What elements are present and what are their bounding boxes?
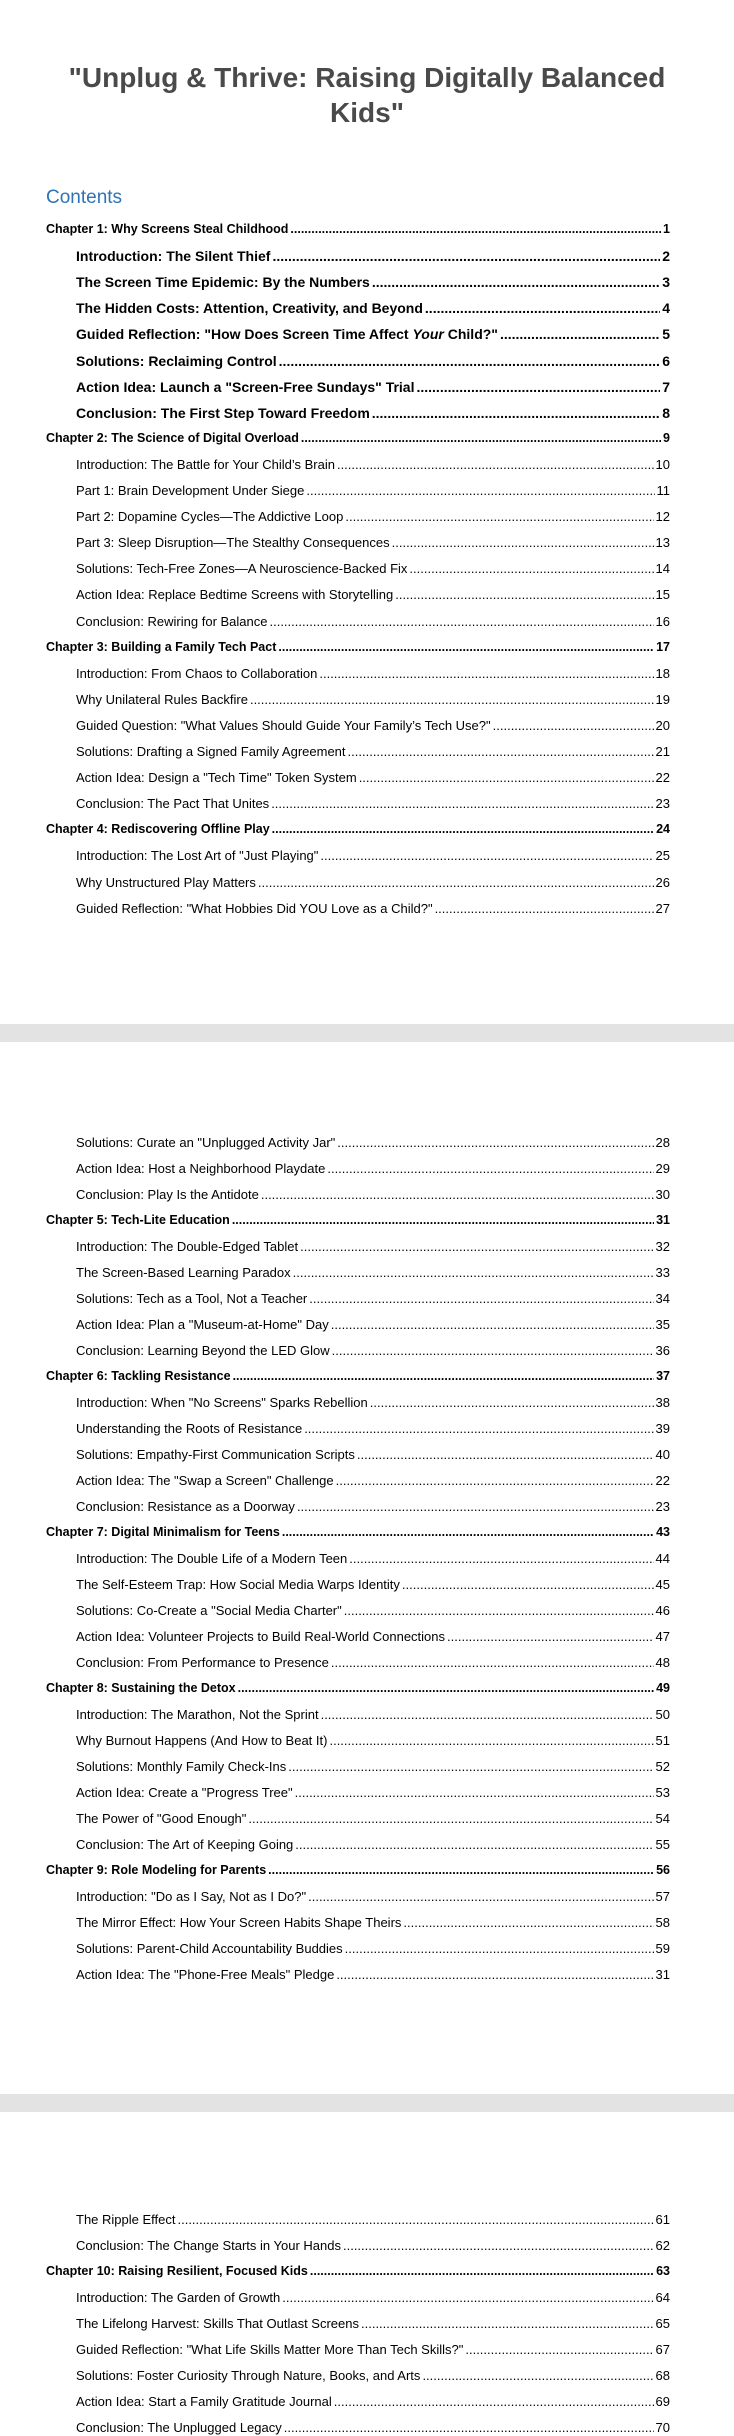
toc-dot-leader (349, 1551, 653, 1566)
toc-section-entry[interactable] (76, 614, 670, 629)
toc-entry-title: Solutions: Co-Create a "Social Media Charter" (76, 1603, 342, 1618)
toc-section-entry[interactable] (76, 744, 670, 759)
toc-entry-title: Why Burnout Happens (And How to Beat It) (76, 1733, 328, 1748)
toc-dot-leader (297, 1499, 654, 1514)
toc-page-number: 58 (655, 1915, 670, 1930)
toc-section-entry[interactable] (76, 848, 670, 863)
toc-dot-leader (278, 640, 654, 654)
toc-page-number: 28 (655, 1135, 670, 1150)
toc-page-number: 63 (656, 2264, 670, 2278)
toc-entry-title: Chapter 4: Rediscovering Offline Play (46, 822, 270, 837)
toc-page-number: 18 (655, 665, 670, 681)
toc-entry-title: Solutions: Drafting a Signed Family Agreement (76, 744, 346, 759)
toc-dot-leader (344, 1603, 654, 1618)
toc-dot-leader (290, 222, 661, 236)
toc-page-number: 22 (655, 770, 670, 786)
toc-page-number: 22 (655, 1473, 670, 1488)
toc-page-number: 5 (662, 326, 670, 343)
toc-dot-leader (271, 796, 653, 811)
toc-entry-title: Solutions: Parent-Child Accountability Buddies (76, 1941, 343, 1956)
toc-entry-title: Guided Question: "What Values Should Guide Your Family’s Tech Use?" (76, 717, 491, 733)
toc-dot-leader (327, 1161, 653, 1176)
toc-section-entry[interactable] (76, 2316, 670, 2331)
contents-heading: Contents (46, 187, 123, 208)
toc-page-number: 69 (655, 2394, 670, 2409)
toc-dot-leader (319, 666, 653, 681)
toc-entry-title: Action Idea: Volunteer Projects to Build Real-World Connections (76, 1629, 446, 1644)
toc-entry-title: Chapter 7: Digital Minimalism for Teens (46, 1525, 280, 1539)
toc-entry-title: The Self-Esteem Trap: How Social Media Warps Identity (76, 1577, 400, 1592)
toc-entry-title: Chapter 10: Raising Resilient, Focused Kids (46, 2264, 308, 2278)
toc-entry-title: Solutions: Tech as a Tool, Not a Teacher (76, 1291, 308, 1306)
toc-section-entry[interactable] (76, 2290, 670, 2305)
toc-page-number: 43 (656, 1525, 670, 1539)
toc-dot-leader (465, 2342, 653, 2357)
toc-dot-leader (232, 1213, 654, 1227)
toc-dot-leader (409, 561, 653, 576)
toc-section-entry[interactable] (76, 1811, 670, 1826)
toc-section-entry[interactable] (76, 1733, 670, 1748)
toc-dot-leader (402, 1577, 654, 1592)
toc-entry-title: The Screen-Based Learning Paradox (76, 1265, 291, 1280)
toc-entry-title: Introduction: The Garden of Growth (76, 2290, 281, 2305)
toc-entry-title: Action Idea: Design a "Tech Time" Token System (76, 770, 357, 786)
toc-page-number: 6 (662, 352, 670, 369)
toc-entry-title: Chapter 6: Tackling Resistance (46, 1369, 231, 1383)
toc-dot-leader (308, 1889, 653, 1904)
toc-page-number: 68 (655, 2368, 670, 2383)
toc-page-number: 2 (662, 248, 670, 265)
toc-entry-title: Chapter 2: The Science of Digital Overload (46, 430, 299, 445)
toc-entry-title: Conclusion: Resistance as a Doorway (76, 1499, 295, 1514)
toc-page-number: 3 (662, 274, 670, 291)
toc-dot-leader (332, 1343, 654, 1358)
toc-section-entry[interactable] (76, 1499, 670, 1514)
toc-section-entry[interactable] (76, 1603, 670, 1618)
toc-page-number: 70 (655, 2420, 670, 2435)
toc-dot-leader (493, 718, 654, 733)
toc-entry-title: Conclusion: The Change Starts in Your Hands (76, 2238, 341, 2253)
toc-dot-leader (416, 379, 660, 395)
toc-dot-leader (321, 1707, 654, 1722)
toc-dot-leader (331, 1655, 654, 1670)
toc-entry-title: Chapter 9: Role Modeling for Parents (46, 1863, 267, 1877)
toc-page-number: 24 (656, 822, 670, 837)
toc-page-number: 33 (655, 1265, 670, 1280)
toc-dot-leader (295, 1785, 654, 1800)
toc-dot-leader (370, 1395, 654, 1410)
toc-entry-title: Solutions: Tech-Free Zones—A Neuroscience-Backed Fix (76, 561, 408, 577)
toc-section-entry[interactable] (76, 692, 670, 707)
toc-dot-leader (250, 692, 654, 707)
toc-dot-leader (361, 2316, 654, 2331)
toc-entry-title: Introduction: From Chaos to Collaboration (76, 665, 318, 681)
toc-entry-title: Part 1: Brain Development Under Siege (76, 483, 305, 498)
toc-dot-leader (306, 483, 654, 498)
toc-section-entry[interactable] (76, 901, 670, 916)
toc-chapter-entry[interactable] (46, 1525, 670, 1539)
toc-entry-title: Solutions: Empathy-First Communication Scripts (76, 1447, 355, 1462)
toc-section-entry[interactable] (76, 1239, 670, 1254)
toc-entry-title: Guided Reflection: "What Hobbies Did YOU Love as a Child?" (76, 900, 433, 916)
toc-page-number: 4 (662, 300, 670, 317)
toc-dot-leader (279, 353, 661, 369)
toc-page-number: 12 (655, 509, 670, 525)
toc-page-number: 31 (656, 1213, 670, 1227)
toc-entry-title: The Power of "Good Enough" (76, 1811, 247, 1826)
toc-page-number: 46 (655, 1603, 670, 1618)
toc-section-entry[interactable] (76, 483, 670, 498)
toc-entry-title: The Hidden Costs: Attention, Creativity, and Beyond (76, 300, 423, 317)
toc-entry-title: The Ripple Effect (76, 2212, 176, 2227)
toc-page-number: 27 (655, 900, 670, 916)
toc-entry-title: Guided Reflection: "How Does Screen Time Affect Your Child?" (76, 326, 498, 343)
toc-dot-leader (372, 274, 660, 290)
toc-entry-title: Action Idea: Create a "Progress Tree" (76, 1785, 293, 1800)
toc-entry-title: The Lifelong Harvest: Skills That Outlast Screens (76, 2316, 359, 2331)
toc-page-number: 11 (656, 483, 670, 498)
toc-dot-leader (258, 875, 654, 890)
toc-dot-leader (329, 1733, 653, 1748)
toc-dot-leader (435, 901, 654, 916)
toc-dot-leader (500, 326, 660, 342)
toc-section-entry[interactable] (76, 1187, 670, 1202)
toc-entry-title: Action Idea: The "Swap a Screen" Challenge (76, 1473, 334, 1488)
toc-entry-title: Conclusion: The Art of Keeping Going (76, 1837, 294, 1852)
toc-dot-leader (331, 1317, 654, 1332)
toc-dot-leader (345, 509, 653, 524)
toc-page-number: 65 (655, 2316, 670, 2331)
toc-dot-leader (403, 1915, 653, 1930)
toc-section-entry[interactable] (76, 274, 670, 290)
toc-dot-leader (372, 405, 660, 421)
toc-entry-title: Introduction: The Battle for Your Child’s Brain (76, 456, 335, 472)
toc-section-entry[interactable] (76, 1655, 670, 1670)
toc-section-entry[interactable] (76, 770, 670, 785)
toc-page-number: 48 (655, 1655, 670, 1670)
toc-dot-leader (345, 1941, 654, 1956)
toc-page-number: 64 (655, 2290, 670, 2305)
toc-page-number: 35 (655, 1317, 670, 1332)
toc-chapter-entry[interactable] (46, 822, 670, 836)
toc-dot-leader (177, 2212, 653, 2227)
toc-entry-title: Conclusion: The Unplugged Legacy (76, 2420, 282, 2435)
toc-section-entry[interactable] (76, 1707, 670, 1722)
toc-section-entry[interactable] (76, 535, 670, 550)
toc-dot-leader (238, 1681, 654, 1695)
toc-entry-title: Introduction: The Marathon, Not the Sprint (76, 1707, 319, 1722)
toc-dot-leader (337, 1135, 653, 1150)
toc-chapter-entry[interactable] (46, 431, 670, 445)
toc-page-number: 16 (655, 613, 670, 629)
toc-section-entry[interactable] (76, 587, 670, 602)
toc-entry-title: Chapter 8: Sustaining the Detox (46, 1681, 236, 1695)
toc-entry-title: Why Unilateral Rules Backfire (76, 691, 248, 707)
toc-entry-title: Solutions: Foster Curiosity Through Nature, Books, and Arts (76, 2368, 421, 2383)
document-page-2 (0, 1042, 734, 2094)
toc-dot-leader (309, 1291, 653, 1306)
toc-section-entry[interactable] (76, 1265, 670, 1280)
toc-entry-title: Solutions: Reclaiming Control (76, 352, 277, 369)
toc-entry-title: Chapter 5: Tech-Lite Education (46, 1213, 230, 1227)
toc-section-entry[interactable] (76, 2238, 670, 2253)
toc-chapter-entry[interactable] (46, 1863, 670, 1877)
toc-dot-leader (233, 1369, 655, 1383)
toc-section-entry[interactable] (76, 718, 670, 733)
toc-entry-title: Conclusion: Rewiring for Balance (76, 613, 268, 629)
toc-page-number: 45 (655, 1577, 670, 1592)
toc-page-number: 29 (655, 1161, 670, 1176)
toc-entry-title: The Mirror Effect: How Your Screen Habits Shape Theirs (76, 1915, 402, 1930)
toc-page-number: 10 (655, 456, 670, 472)
toc-entry-title: The Screen Time Epidemic: By the Numbers (76, 274, 370, 291)
toc-page-number: 34 (655, 1291, 670, 1306)
toc-page-number: 26 (655, 874, 670, 890)
toc-page-number: 55 (655, 1837, 670, 1852)
toc-dot-leader (284, 2420, 654, 2435)
toc-chapter-entry[interactable] (46, 222, 670, 236)
toc-entry-title: Guided Reflection: "What Life Skills Matter More Than Tech Skills?" (76, 2342, 464, 2357)
toc-section-entry[interactable] (76, 300, 670, 316)
toc-dot-leader (272, 822, 654, 836)
toc-page-number: 21 (655, 744, 670, 759)
toc-section-entry[interactable] (76, 2368, 670, 2383)
toc-page-number: 13 (655, 535, 670, 551)
toc-dot-leader (272, 248, 660, 264)
toc-page-number: 67 (655, 2342, 670, 2357)
toc-section-entry[interactable] (76, 1759, 670, 1774)
toc-section-entry[interactable] (76, 1941, 670, 1956)
toc-section-entry[interactable] (76, 353, 670, 369)
toc-dot-leader (336, 1473, 654, 1488)
toc-section-entry[interactable] (76, 2342, 670, 2357)
toc-section-entry[interactable] (76, 326, 670, 342)
document-title: "Unplug & Thrive: Raising Digitally Balanced Kids" (68, 62, 666, 128)
toc-section-entry[interactable] (76, 1343, 670, 1358)
toc-page-number: 25 (655, 848, 670, 864)
toc-entry-title: Action Idea: Plan a "Museum-at-Home" Day (76, 1317, 329, 1332)
toc-section-entry[interactable] (76, 1967, 670, 1982)
toc-page-number: 44 (655, 1551, 670, 1566)
toc-page-number: 23 (655, 1499, 670, 1514)
toc-page-number: 51 (655, 1733, 670, 1748)
toc-page-number: 36 (655, 1343, 670, 1358)
toc-page-number: 40 (655, 1447, 670, 1462)
toc-entry-title: Conclusion: Learning Beyond the LED Glow (76, 1343, 330, 1358)
toc-section-entry[interactable] (76, 561, 670, 576)
toc-entry-title: Introduction: When "No Screens" Sparks Rebellion (76, 1395, 368, 1410)
toc-entry-title: Conclusion: The First Step Toward Freedom (76, 404, 370, 421)
toc-section-entry[interactable] (76, 1785, 670, 1800)
toc-entry-title: Action Idea: Host a Neighborhood Playdate (76, 1161, 326, 1176)
toc-page-number: 59 (655, 1941, 670, 1956)
toc-entry-title: Conclusion: From Performance to Presence (76, 1655, 329, 1670)
toc-dot-leader (392, 535, 654, 550)
toc-dot-leader (422, 2368, 653, 2383)
toc-dot-leader (282, 2290, 653, 2305)
toc-dot-leader (268, 1863, 654, 1877)
toc-section-entry[interactable] (76, 509, 670, 524)
toc-dot-leader (447, 1629, 654, 1644)
toc-page-number: 38 (655, 1395, 670, 1410)
toc-section-entry[interactable] (76, 1447, 670, 1462)
toc-page-number: 30 (655, 1187, 670, 1202)
page-gap (0, 2094, 734, 2112)
toc-entry-title: Why Unstructured Play Matters (76, 874, 256, 890)
toc-section-entry[interactable] (76, 1473, 670, 1488)
toc-page-number: 1 (663, 222, 670, 236)
toc-page-number: 9 (663, 430, 670, 445)
toc-section-entry[interactable] (76, 1551, 670, 1566)
toc-section-entry[interactable] (76, 1629, 670, 1644)
toc-entry-title: Introduction: The Lost Art of "Just Playing" (76, 848, 319, 864)
toc-page-number: 8 (662, 404, 670, 421)
toc-dot-leader (295, 1837, 653, 1852)
toc-dot-leader (288, 1759, 653, 1774)
toc-dot-leader (282, 1525, 654, 1539)
toc-page-number: 19 (655, 691, 670, 707)
document-page-1 (0, 0, 734, 1024)
page-gap (0, 1024, 734, 1042)
toc-dot-leader (359, 770, 654, 785)
toc-page-number: 37 (656, 1369, 670, 1383)
toc-section-entry[interactable] (76, 379, 670, 395)
toc-page-number: 53 (655, 1785, 670, 1800)
toc-chapter-entry[interactable] (46, 2264, 670, 2278)
toc-entry-title: Understanding the Roots of Resistance (76, 1421, 303, 1436)
toc-entry-title: Solutions: Curate an "Unplugged Activity Jar" (76, 1135, 336, 1150)
toc-chapter-entry[interactable] (46, 1213, 670, 1227)
toc-page-number: 54 (655, 1811, 670, 1826)
toc-page-number: 49 (656, 1681, 670, 1695)
toc-entry-title: Part 2: Dopamine Cycles—The Addictive Loop (76, 509, 344, 525)
toc-dot-leader (343, 2238, 654, 2253)
toc-section-entry[interactable] (76, 1915, 670, 1930)
toc-chapter-entry[interactable] (46, 640, 670, 654)
toc-entry-title: Solutions: Monthly Family Check-Ins (76, 1759, 287, 1774)
toc-entry-title: Introduction: The Double Life of a Modern Teen (76, 1551, 348, 1566)
toc-section-entry[interactable] (76, 1291, 670, 1306)
toc-page-number: 14 (655, 561, 670, 577)
toc-entry-title: Action Idea: The "Phone-Free Meals" Pledge (76, 1967, 335, 1982)
toc-dot-leader (348, 744, 654, 759)
toc-page-number: 15 (655, 587, 670, 603)
toc-section-entry[interactable] (76, 1889, 670, 1904)
toc-page-number: 20 (655, 717, 670, 733)
toc-section-entry[interactable] (76, 875, 670, 890)
toc-entry-title: Chapter 3: Building a Family Tech Pact (46, 639, 277, 654)
toc-page-number: 56 (656, 1863, 670, 1877)
toc-dot-leader (334, 2394, 654, 2409)
toc-page-number: 17 (656, 639, 670, 654)
toc-dot-leader (395, 587, 653, 602)
toc-section-entry[interactable] (76, 1317, 670, 1332)
toc-entry-title: Introduction: The Silent Thief (76, 248, 271, 265)
toc-page-number: 32 (655, 1239, 670, 1254)
toc-entry-title: Part 3: Sleep Disruption—The Stealthy Consequences (76, 535, 390, 551)
toc-entry-title: Action Idea: Launch a "Screen-Free Sundays" Trial (76, 378, 415, 395)
toc-dot-leader (301, 431, 661, 445)
toc-entry-title: Introduction: The Double-Edged Tablet (76, 1239, 299, 1254)
toc-dot-leader (336, 1967, 653, 1982)
toc-section-entry[interactable] (76, 1577, 670, 1592)
toc-dot-leader (357, 1447, 654, 1462)
toc-page-number: 50 (655, 1707, 670, 1722)
toc-page-number: 7 (662, 378, 670, 395)
toc-dot-leader (248, 1811, 653, 1826)
toc-page-number: 61 (655, 2212, 670, 2227)
toc-section-entry[interactable] (76, 457, 670, 472)
toc-page-number: 57 (655, 1889, 670, 1904)
toc-section-entry[interactable] (76, 1837, 670, 1852)
toc-entry-title: Introduction: "Do as I Say, Not as I Do?" (76, 1889, 307, 1904)
toc-chapter-entry[interactable] (46, 1681, 670, 1695)
toc-dot-leader (261, 1187, 654, 1202)
toc-section-entry[interactable] (76, 1421, 670, 1436)
toc-dot-leader (310, 2264, 654, 2278)
toc-section-entry[interactable] (76, 405, 670, 421)
toc-page-number: 39 (655, 1421, 670, 1436)
toc-page-number: 23 (655, 796, 670, 812)
toc-dot-leader (320, 848, 653, 863)
toc-entry-title: Action Idea: Replace Bedtime Screens with Storytelling (76, 587, 394, 603)
toc-section-entry[interactable] (76, 1395, 670, 1410)
toc-dot-leader (337, 457, 654, 472)
toc-entry-title: Chapter 1: Why Screens Steal Childhood (46, 222, 289, 236)
toc-section-entry[interactable] (76, 2212, 670, 2227)
toc-chapter-entry[interactable] (46, 1369, 670, 1383)
toc-section-entry[interactable] (76, 666, 670, 681)
toc-dot-leader (304, 1421, 653, 1436)
toc-section-entry[interactable] (76, 1161, 670, 1176)
toc-section-entry[interactable] (76, 2420, 670, 2435)
toc-section-entry[interactable] (76, 2394, 670, 2409)
document-page-3 (0, 2112, 734, 2436)
toc-section-entry[interactable] (76, 1135, 670, 1150)
toc-dot-leader (300, 1239, 653, 1254)
toc-entry-title: Conclusion: Play Is the Antidote (76, 1187, 259, 1202)
toc-entry-title: Action Idea: Start a Family Gratitude Journal (76, 2394, 332, 2409)
toc-section-entry[interactable] (76, 248, 670, 264)
toc-dot-leader (269, 614, 653, 629)
toc-page-number: 62 (655, 2238, 670, 2253)
toc-entry-title: Conclusion: The Pact That Unites (76, 796, 270, 812)
toc-page-number: 31 (655, 1967, 670, 1982)
toc-page-number: 47 (655, 1629, 670, 1644)
toc-page-number: 52 (655, 1759, 670, 1774)
toc-section-entry[interactable] (76, 796, 670, 811)
toc-dot-leader (425, 300, 660, 316)
toc-dot-leader (293, 1265, 654, 1280)
